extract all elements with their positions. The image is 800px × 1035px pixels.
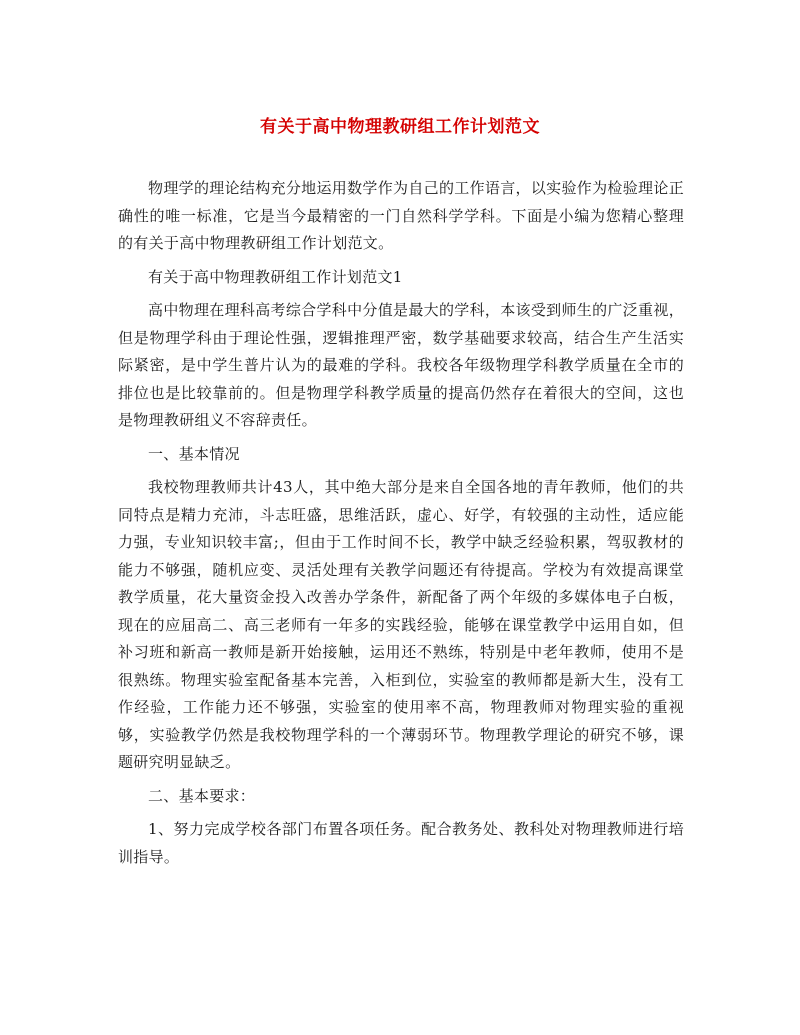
section-heading-basic-situation: 一、基本情况 <box>148 444 240 463</box>
section-heading-basic-requirements: 二、基本要求： <box>148 786 256 805</box>
intro-paragraph: 物理学的理论结构充分地运用数学作为自己的工作语言，以实验作为检验理论正确性的唯一标准，它是当今最精密的一门自然科学学科。下面是小编为您精心整理的有关于高中物理教研组工作计划范文。 <box>118 179 684 252</box>
section-heading-sample-1: 有关于高中物理教研组工作计划范文1 <box>148 267 403 286</box>
document-body <box>118 175 684 871</box>
document-title: 有关于高中物理教研组工作计划范文 <box>260 117 540 137</box>
body-paragraph-overview: 高中物理在理科高考综合学科中分值是最大的学科，本该受到师生的广泛重视，但是物理学科由于理论性强，逻辑推理严密，数学基础要求较高，结合生产生活实际紧密，是中学生普片认为的最难的学科。我校各年级物理学科教学质量在全市的排位也是比较靠前的。但是物理学科教学质量的提高仍然存在着很大的空间，这也是物理教研组义不容辞责任。 <box>118 301 684 429</box>
body-paragraph-basic-situation: 我校物理教师共计43人，其中绝大部分是来自全国各地的青年教师，他们的共同特点是精力充沛，斗志旺盛，思维活跃，虚心、好学，有较强的主动性，适应能力强，专业知识较丰富;，但由于工作时间不长，教学中缺乏经验积累，驾驭教材的能力不够强，随机应变、灵活处理有关教学问题还有待提高。学校为有效提高课堂教学质量，花大量资金投入改善办学条件，新配备了两个年级的多媒体电子白板，现在的应届高二、高三老师有一年多的实践经验，能够在课堂教学中运用自如，但补习班和新高一教师是新开始接触，运用还不熟练，特别是中老年教师，使用不是很熟练。物理实验室配备基本完善，入柜到位，实验室的教师都是新大生，没有工作经验，工作能力还不够强，实验室的使用率不高，物理教师对物理实验的重视够，实验教学仍然是我校物理学科的一个薄弱环节。物理教学理论的研究不够，课题研究明显缺乏。 <box>118 478 684 771</box>
body-paragraph-requirement-1: 1、努力完成学校各部门布置各项任务。配合教务处、教科处对物理教师进行培训指导。 <box>118 820 684 866</box>
